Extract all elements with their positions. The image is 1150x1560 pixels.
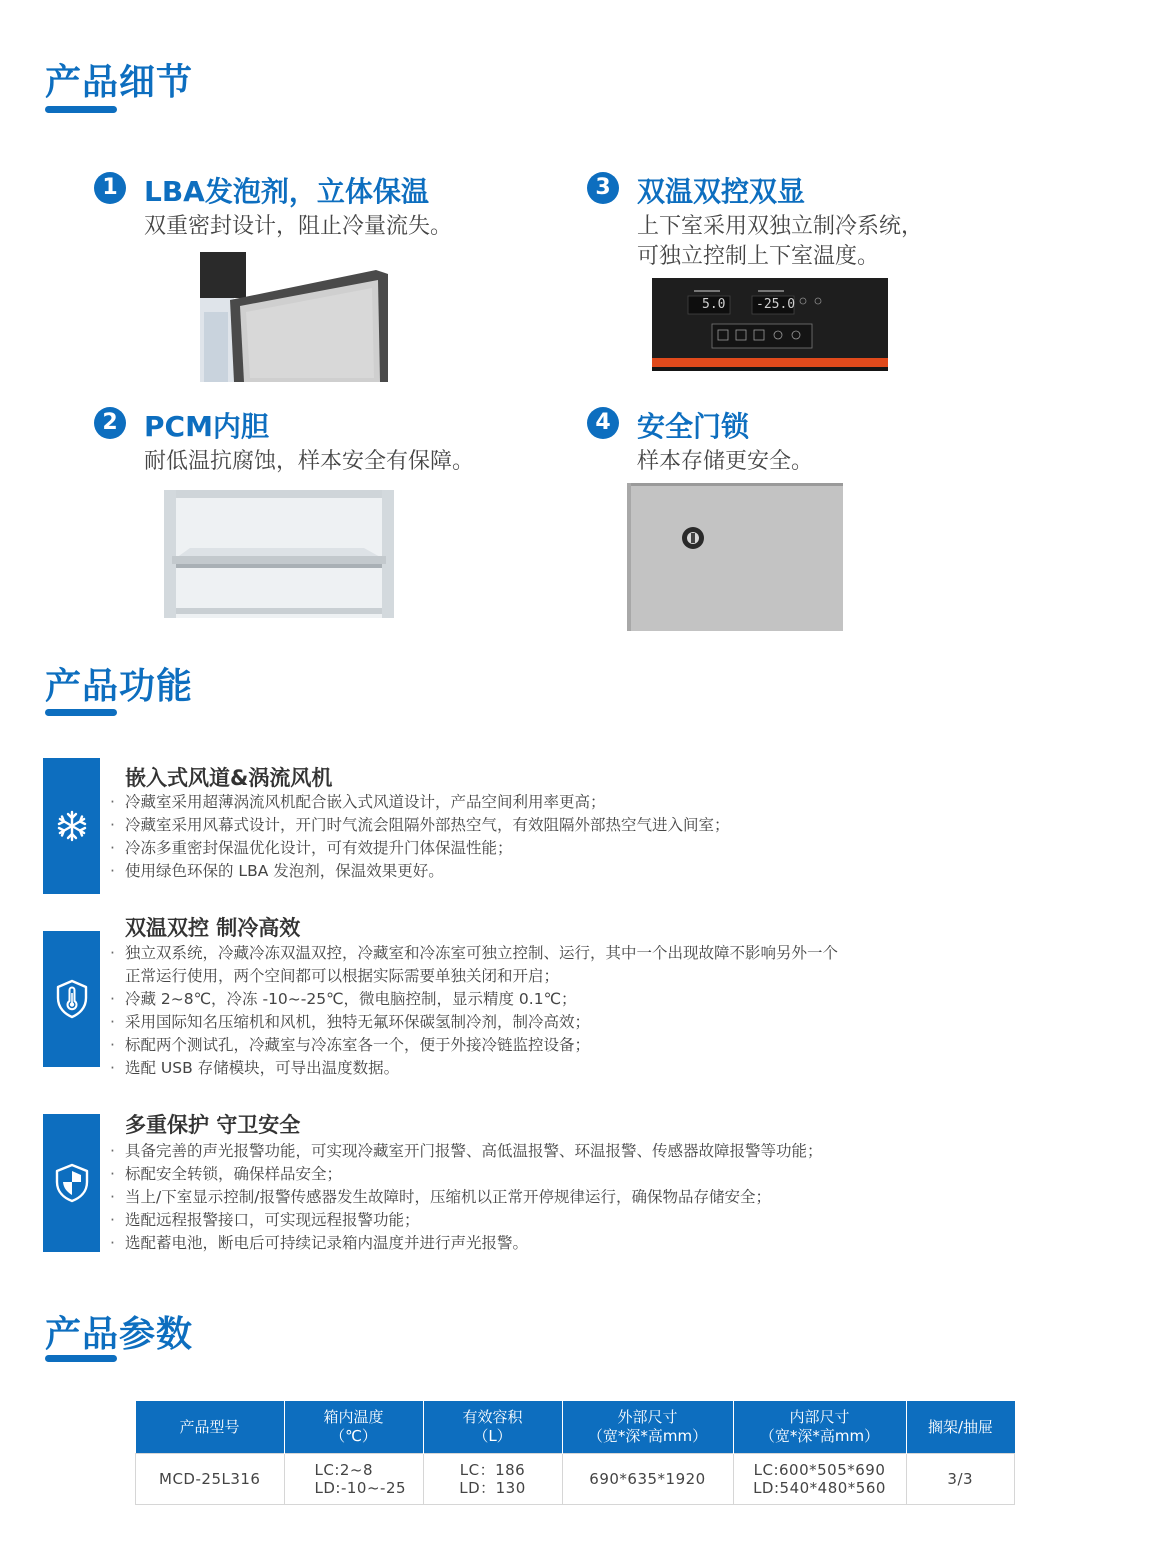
list-item: · 冷藏室采用风幕式设计，开门时气流会阻隔外部热空气，有效阻隔外部热空气进入间室； (110, 814, 730, 837)
table-header-row (136, 1401, 1015, 1454)
feature-list-1 (110, 791, 730, 883)
list-item: · 标配安全转锁，确保样品安全； (110, 1163, 823, 1186)
section-underline (45, 709, 117, 716)
list-item: · 冷藏室采用超薄涡流风机配合嵌入式风道设计，产品空间利用率更高； (110, 791, 730, 814)
feature-title-3: 多重保护 守卫安全 (125, 1113, 301, 1137)
section-title-functions: 产品功能 (45, 666, 194, 707)
header-internal-size: 内部尺寸 （宽*深*高mm） (733, 1401, 906, 1454)
cell-volume: LC：186 LD：130 (423, 1454, 562, 1505)
number-badge-1: 1 (94, 172, 126, 204)
cell-shelves: 3/3 (906, 1454, 1015, 1505)
header-external-size: 外部尺寸 （宽*深*高mm） (562, 1401, 733, 1454)
list-item: · 冷冻多重密封保温优化设计，可有效提升门体保温性能； (110, 837, 730, 860)
list-item: 正常运行使用，两个空间都可以根据实际需要单独关闭和开启； (125, 967, 560, 985)
spec-table (135, 1401, 1015, 1505)
door-seal-photo (200, 252, 388, 382)
section-title-params: 产品参数 (45, 1314, 194, 1355)
list-item: · 当上/下室显示控制/报警传感器发生故障时，压缩机以正常开停规律运行，确保物品存储安全； (110, 1186, 823, 1209)
detail-title-4: 安全门锁 (637, 410, 750, 443)
feature-list-2 (110, 942, 838, 1080)
list-item: · 具备完善的声光报警功能，可实现冷藏室开门报警、高低温报警、环温报警、传感器故障报警等功能； (110, 1140, 823, 1163)
detail-desc-4: 样本存储更安全。 (637, 449, 814, 474)
feature-title-1: 嵌入式风道&涡流风机 (125, 766, 333, 790)
table-row (136, 1454, 1015, 1505)
number-badge-4: 4 (587, 407, 619, 439)
detail-desc-2: 耐低温抗腐蚀，样本安全有保障。 (144, 449, 475, 474)
detail-desc-3-line-1: 上下室采用双独立制冷系统， (637, 214, 924, 239)
list-item: · 选配远程报警接口，可实现远程报警功能； (110, 1209, 823, 1232)
cell-model: MCD-25L316 (136, 1454, 285, 1505)
detail-desc-1: 双重密封设计，阻止冷量流失。 (144, 214, 453, 239)
cell-temperature: LC:2~8 LD:-10~-25 (284, 1454, 423, 1505)
header-model: 产品型号 (136, 1401, 285, 1454)
feature-icon-box-3 (43, 1114, 100, 1252)
list-item: · 独立双系统，冷藏冷冻双温双控，冷藏室和冷冻室可独立控制、运行，其中一个出现故障不影响另外一个 (110, 942, 838, 965)
header-temperature: 箱内温度 （℃） (284, 1401, 423, 1454)
cell-internal-size: LC:600*505*690 LD:540*480*560 (733, 1454, 906, 1505)
list-item: · 选配蓄电池，断电后可持续记录箱内温度并进行声光报警。 (110, 1232, 823, 1255)
cell-external-size: 690*635*1920 (562, 1454, 733, 1505)
feature-icon-box-1 (43, 758, 100, 894)
snowflake-icon (55, 809, 89, 843)
control-panel-photo (652, 278, 888, 371)
number-badge-3: 3 (587, 172, 619, 204)
freezer-temp-readout: -25.0 (756, 297, 796, 312)
detail-title-2: PCM内胆 (144, 410, 269, 443)
shield-icon (54, 1163, 90, 1203)
section-underline (45, 106, 117, 113)
list-item: · 选配 USB 存储模块，可导出温度数据。 (110, 1057, 838, 1080)
section-title-details: 产品细节 (45, 62, 194, 103)
list-item: · 使用绿色环保的 LBA 发泡剂，保温效果更好。 (110, 860, 730, 883)
list-item: · 标配两个测试孔，冷藏室与冷冻室各一个，便于外接冷链监控设备； (110, 1034, 838, 1057)
thermometer-shield-icon (55, 979, 89, 1019)
feature-icon-box-2 (43, 931, 100, 1067)
header-volume: 有效容积 （L） (423, 1401, 562, 1454)
list-item: · 采用国际知名压缩机和风机，独特无氟环保碳氢制冷剂，制冷高效； (110, 1011, 838, 1034)
header-shelves: 搁架/抽屉 (906, 1401, 1015, 1454)
detail-desc-3-line-2: 可独立控制上下室温度。 (637, 244, 880, 269)
number-badge-2: 2 (94, 407, 126, 439)
feature-list-3 (110, 1140, 823, 1255)
refrigerator-temp-readout: 5.0 (702, 297, 726, 312)
door-lock-photo (627, 483, 843, 631)
section-underline (45, 1355, 117, 1362)
detail-title-1: LBA发泡剂，立体保温 (144, 175, 429, 208)
detail-title-3: 双温双控双显 (637, 175, 806, 208)
feature-title-2: 双温双控 制冷高效 (125, 916, 301, 940)
detail-desc-3 (637, 212, 923, 272)
list-item: · 冷藏 2~8℃，冷冻 -10~-25℃，微电脑控制，显示精度 0.1℃； (110, 988, 838, 1011)
liner-shelf-photo (164, 490, 394, 618)
